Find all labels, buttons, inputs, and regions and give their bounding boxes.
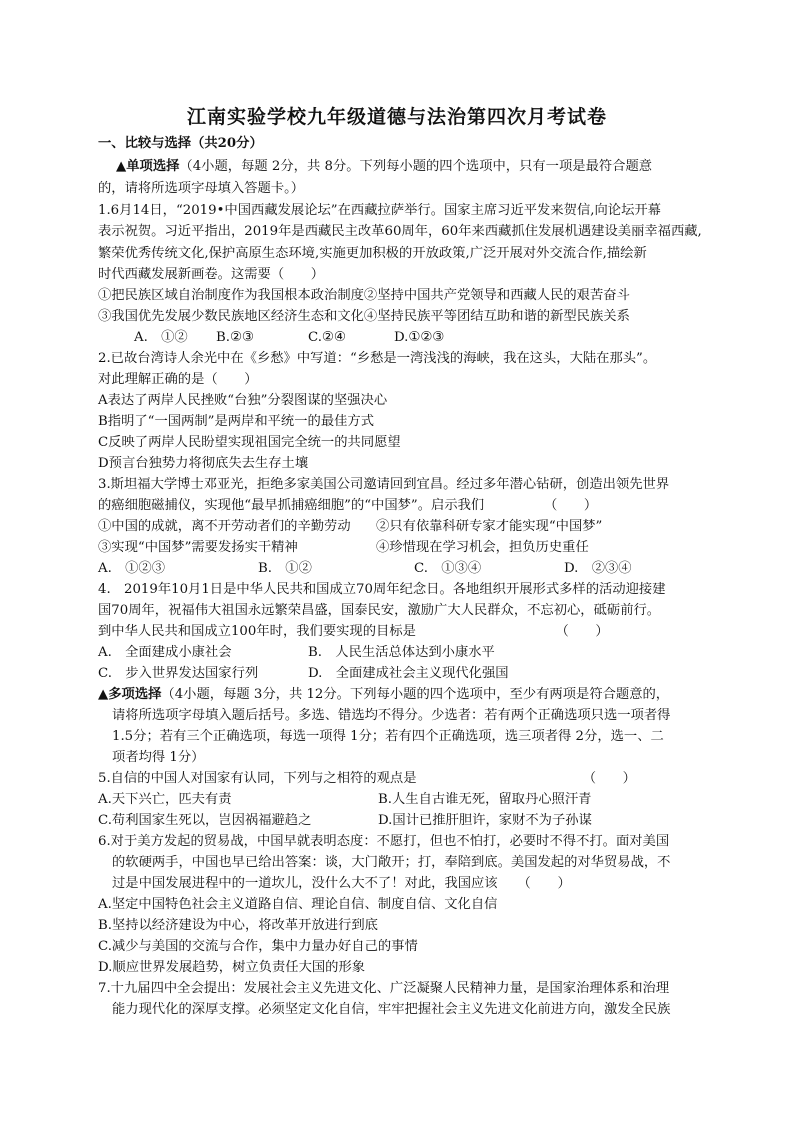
multi-choice-label: ▲多项选择 [98,687,162,702]
q7-line-1: 7.十九届四中全会提出：发展社会主义先进文化、广泛凝聚人民精神力量，是国家治理体系和治理 [98,981,670,996]
q5-option-a: A.天下兴亡，匹夫有责 [98,792,232,807]
multi-choice-instr-2: 请将所选项字母填入题后括号。多选、错选均不得分。少选者：若有两个正确选项只选一项者得 [112,708,671,723]
q5-option-b: B.人生自古谁无死，留取丹心照汗青 [378,792,592,807]
q2-option-c: C反映了两岸人民盼望实现祖国完全统一的共同愿望 [98,435,401,450]
q1-line-1: 1.6月14日，“2019•中国西藏发展论坛”在西藏拉萨举行。国家主席习近平发来贺信,向论坛开幕 [98,203,661,218]
q1-option-a: A. ①② [134,330,188,345]
q1-option-b: B.②③ [216,330,254,345]
q3-line-1: 3.斯坦福大学博士邓亚光，拒绝多家美国公司邀请回到宜昌。经过多年潜心钻研，创造出领先世界 [98,477,670,492]
q5-option-d: D.国计已推肝胆许，家财不为子孙谋 [378,813,592,828]
q1-line-2: 表示祝贺。习近平指出，2019年是西藏民主改革60周年，60年来西藏抓住发展机遇建设美丽幸福西藏, [98,224,702,239]
q6-option-a: A.坚定中国特色社会主义道路自信、理论自信、制度自信、文化自信 [98,897,498,912]
q2-option-d: D预言台独势力将彻底失去生存土壤 [98,456,309,471]
multi-choice-instr-1-text: （4小题，每题 3分，共 12分。下列每小题的四个选项中，至少有两项是符合题意的， [161,687,670,702]
q1-option-c: C.②④ [308,330,346,345]
q3-option-b: B. ①② [258,561,312,576]
q4-option-b: B. 人民生活总体达到小康水平 [308,645,495,660]
section-heading: 一、比较与选择（共20分） [98,136,263,151]
q2-option-a: A表达了两岸人民挫败“台独”分裂图谋的坚强决心 [98,393,388,408]
q2-line-1: 2.已故台湾诗人余光中在《乡愁》中写道：“乡愁是一湾浅浅的海峡，我在这头，大陆在那头”。 [98,351,657,366]
q4-option-c: C. 步入世界发达国家行列 [98,666,259,681]
q4-line-1: 4. 2019年10月1日是中华人民共和国成立70周年纪念日。各地组织开展形式多样的活动迎接建 [98,582,666,597]
q7-line-2: 能力现代化的深厚支撑。必须坚定文化自信，牢牢把握社会主义先进文化前进方向，激发全民族 [112,1002,671,1017]
q4-line-3: 到中华人民共和国成立100年时，我们要实现的目标是 （ ） [98,624,609,639]
q6-option-b: B.坚持以经济建设为中心，将改革开放进行到底 [98,918,378,933]
single-choice-instr-1: （4小题，每题 2分，共 8分。下列每小题的四个选项中，只有一项是最符合题意 [179,159,653,174]
q1-statements-2: ③我国优先发展少数民族地区经济生态和文化④坚持民族平等团结互助和谐的新型民族关系 [98,309,630,324]
q3-option-d: D. ②③④ [564,561,632,576]
multi-choice-instr-3: 1.5分；若有三个正确选项，每选一项得 1分；若有四个正确选项，选三项者得 2分，选一、二 [112,729,664,744]
q1-line-3: 繁荣优秀传统文化,保护高原生态环境,实施更加积极的开放政策,广泛开展对外交流合作,描绘新 [98,246,647,261]
q3-statement-2: ②只有依靠科研专家才能实现“中国梦” [376,519,603,534]
single-choice-instr-2: 的，请将所选项字母填入答题卡。） [98,181,305,196]
q3-statement-1: ①中国的成就，离不开劳动者们的辛勤劳动 [98,519,351,534]
q2-line-2: 对此理解正确的是（ ） [98,372,258,387]
q5-line-1: 5.自信的中国人对国家有认同，下列与之相符的观点是 （ ） [98,771,636,786]
q6-option-d: D.顺应世界发展趋势，树立负责任大国的形象 [98,960,366,975]
q1-option-d: D.①②③ [394,330,445,345]
multi-choice-instr-4: 项者均得 1分） [112,750,205,765]
q3-statement-4: ④珍惜现在学习机会，担负历史重任 [376,540,589,555]
q3-option-c: C. ①③④ [414,561,482,576]
q5-option-c: C.苟利国家生死以，岂因祸福避趋之 [98,813,312,828]
single-choice-label: ▲单项选择 [116,159,180,174]
q6-line-1: 6.对于美方发起的贸易战，中国早就表明态度：不愿打，但也不怕打，必要时不得不打。面对美国 [98,834,670,849]
q3-option-a: A. ①②③ [98,561,166,576]
q6-option-c: C.减少与美国的交流与合作，集中力量办好自己的事情 [98,939,418,954]
exam-title: 江南实验学校九年级道德与法治第四次月考试卷 [186,106,607,128]
q4-line-2: 国70周年，祝福伟大祖国永远繁荣昌盛，国泰民安，激励广大人民群众，不忘初心，砥砺前行。 [98,603,661,618]
q3-statement-3: ③实现“中国梦”需要发扬实干精神 [98,540,298,555]
multi-choice-instr-1 [98,685,669,705]
q6-line-3: 过是中国发展进程中的一道坎儿，没什么大不了！对此，我国应该 （ ） [112,876,571,891]
q1-statements-1: ①把民族区域自治制度作为我国根本政治制度②坚持中国共产党领导和西藏人民的艰苦奋斗 [98,288,630,303]
single-choice-instructions [116,157,652,177]
q6-line-2: 的软硬两手，中国也早已给出答案：谈，大门敞开；打，奉陪到底。美国发起的对华贸易战，不 [112,855,671,870]
q4-option-d: D. 全面建成社会主义现代化强国 [308,666,509,681]
q4-option-a: A. 全面建成小康社会 [98,645,232,660]
q3-line-2: 的癌细胞磁捕仪，实现他“最早抓捕癌细胞”的“中国梦”。启示我们 （ ） [98,498,598,513]
q2-option-b: B指明了“一国两制”是两岸和平统一的最佳方式 [98,414,375,429]
q1-line-4: 时代西藏发展新画卷。这需要（ ） [98,267,325,282]
